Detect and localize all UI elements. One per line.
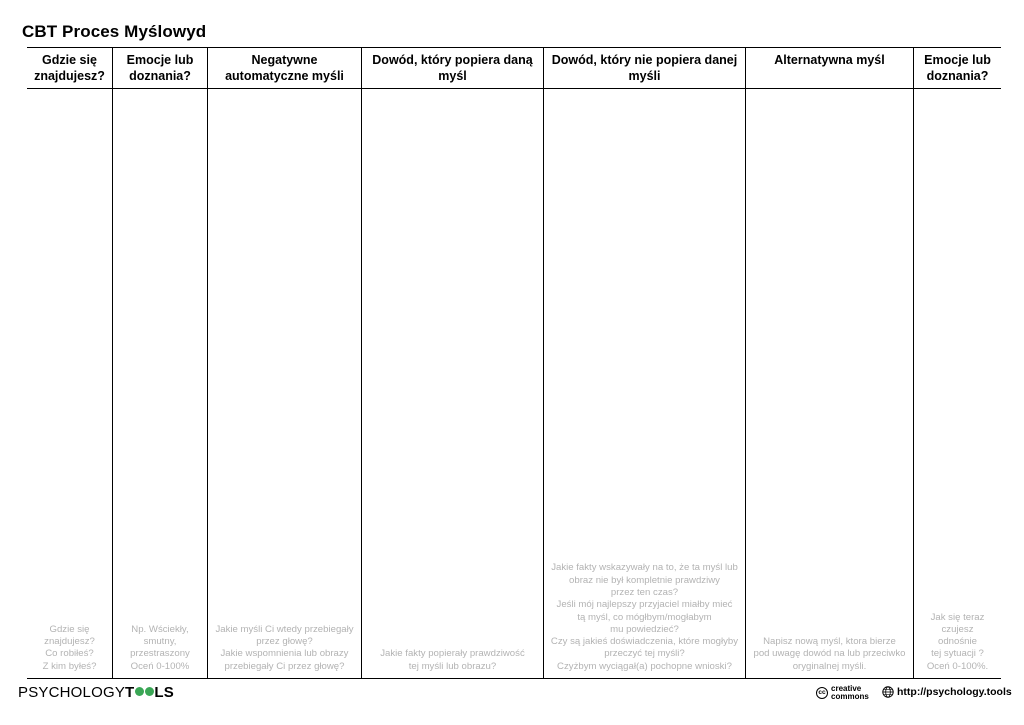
column-emotions[interactable] xyxy=(112,48,207,678)
thought-record-table xyxy=(27,47,1001,679)
website-link[interactable] xyxy=(882,686,1012,698)
cc-text xyxy=(831,685,869,701)
globe-icon xyxy=(882,686,894,698)
psychology-tools-logo xyxy=(18,684,174,701)
column-hint: Napisz nową myśl, ktora bierze pod uwagę dowód na lub przeciwko oryginalnej myśli. xyxy=(753,636,906,672)
cc-line1: creative xyxy=(831,684,862,693)
column-situation[interactable] xyxy=(27,48,112,678)
column-hint: Jakie fakty wskazywały na to, że ta myśl lub obraz nie był kompletnie prawdziwy przez ten czas? Jeśli mój najlepszy przyjaciel miałby mieć tą myśl, co mógłbym/mogłabym mu powiedzieć? Czy są jakieś doświadczenia, które mogłyby przeczyć tej myśli? Czyżbym wyciągał(a) pochopne wnioski? xyxy=(550,562,739,672)
column-header: Gdzie się znajdujesz? xyxy=(34,53,105,83)
website-url: http://psychology.tools xyxy=(897,686,1012,698)
column-header: Dowód, który nie popiera danej myśli xyxy=(551,53,738,83)
column-header: Emocje lub doznania? xyxy=(924,53,991,83)
column-hint: Np. Wściekły, smutny, przestraszony Oceń 0-100% xyxy=(130,623,190,672)
column-emotions-after[interactable] xyxy=(913,48,1001,678)
logo-circle-icon xyxy=(135,687,144,696)
column-header: Emocje lub doznania? xyxy=(126,53,194,83)
column-contrary-evidence[interactable] xyxy=(543,48,745,678)
column-header: Negatywne automatyczne myśli xyxy=(225,53,344,83)
column-hint: Jakie fakty popierały prawdziwość tej myśli lub obrazu? xyxy=(380,648,525,672)
creative-commons-badge xyxy=(816,685,869,701)
column-negative-thoughts[interactable] xyxy=(207,48,361,678)
column-hint: Jakie myśli Ci wtedy przebiegały przez głowę? Jakie wspomnienia lub obrazy przebiegały Ci przez głowę? xyxy=(215,623,354,672)
logo-circle-icon xyxy=(145,687,154,696)
column-header: Alternatywna myśl xyxy=(774,53,885,67)
column-hint: Gdzie się znajdujesz? Co robiłeś? Z kim byłeś? xyxy=(42,623,97,672)
column-header: Dowód, który popiera daną myśl xyxy=(372,53,533,83)
column-alternative-thought[interactable] xyxy=(745,48,913,678)
cc-line2: commons xyxy=(831,692,869,701)
column-hint: Jak się teraz czujesz odnośnie tej sytuacji ? Oceń 0-100%. xyxy=(926,611,989,672)
logo-text-ls: LS xyxy=(154,684,174,701)
column-supporting-evidence[interactable] xyxy=(361,48,543,678)
cc-icon: cc xyxy=(816,687,828,699)
page-title: CBT Proces Myślowyd xyxy=(22,22,207,41)
logo-text-left: PSYCHOLOGY xyxy=(18,684,126,701)
logo-text-t: T xyxy=(125,684,135,701)
